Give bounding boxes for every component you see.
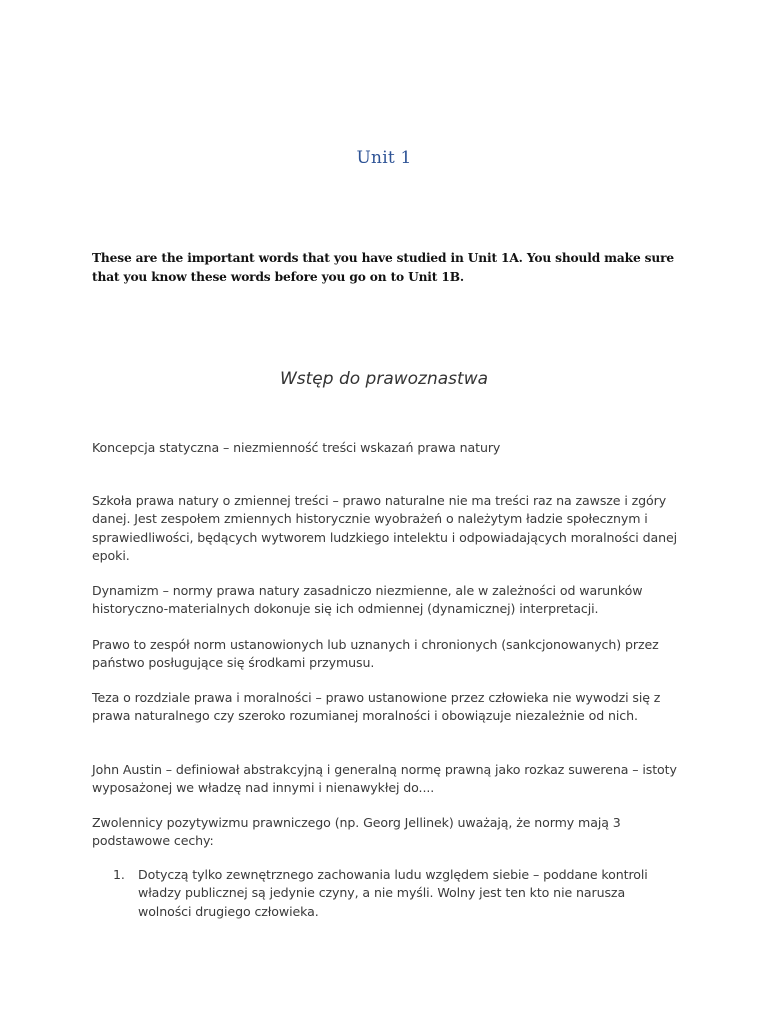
list-item-number: 1. [113, 867, 125, 882]
intro-paragraph: These are the important words that you have studied in Unit 1A. You should make sure that you know these words before you go on to Unit 1B. [92, 251, 674, 284]
paragraph-legal-positivism: Zwolennicy pozytywizmu prawniczego (np. Georg Jellinek) uważają, że normy mają 3 podstawowe cechy: [92, 815, 621, 849]
list-item [92, 866, 682, 921]
paragraph-natural-law-school: Szkoła prawa natury o zmiennej treści – prawo naturalne nie ma treści raz na zawsze i zgóry danej. Jest zespołem zmiennych historycznie wyobrażeń o należytym ładzie społecznym i sprawiedliwości, będących wytworem ludzkiego intelektu i odpowiadających moralności danej epoki. [92, 493, 678, 563]
document-title: Unit 1 [356, 148, 412, 168]
paragraph-separation-thesis: Teza o rozdziale prawa i moralności – prawo ustanowione przez człowieka nie wywodzi się z prawa naturalnego czy szeroko rozumianej moralności i obowiązuje niezależnie od nich. [92, 690, 661, 724]
paragraph-john-austin: John Austin – definiował abstrakcyjną i generalną normę prawną jako rozkaz suwerena – istoty wyposażonej we władzę nad innymi i nienawykłej do.... [92, 762, 677, 796]
paragraph-law-definition: Prawo to zespół norm ustanowionych lub uznanych i chronionych (sankcjonowanych) przez państwo posługujące się środkami przymusu. [92, 637, 659, 671]
list-item-text: Dotyczą tylko zewnętrznego zachowania ludu względem siebie – poddane kontroli władzy publicznej są jedynie czyny, a nie myśli. Wolny jest ten kto nie narusza wolności drugiego człowieka. [138, 867, 648, 919]
section-subtitle: Wstęp do prawoznastwa [279, 369, 489, 389]
paragraph-static-concept: Koncepcja statyczna – niezmienność treści wskazań prawa natury [92, 440, 501, 455]
features-list [92, 866, 682, 921]
paragraph-dynamism: Dynamizm – normy prawa natury zasadniczo niezmienne, ale w zależności od warunków historyczno-materialnych dokonuje się ich odmiennej (dynamicznej) interpretacji. [92, 583, 643, 617]
